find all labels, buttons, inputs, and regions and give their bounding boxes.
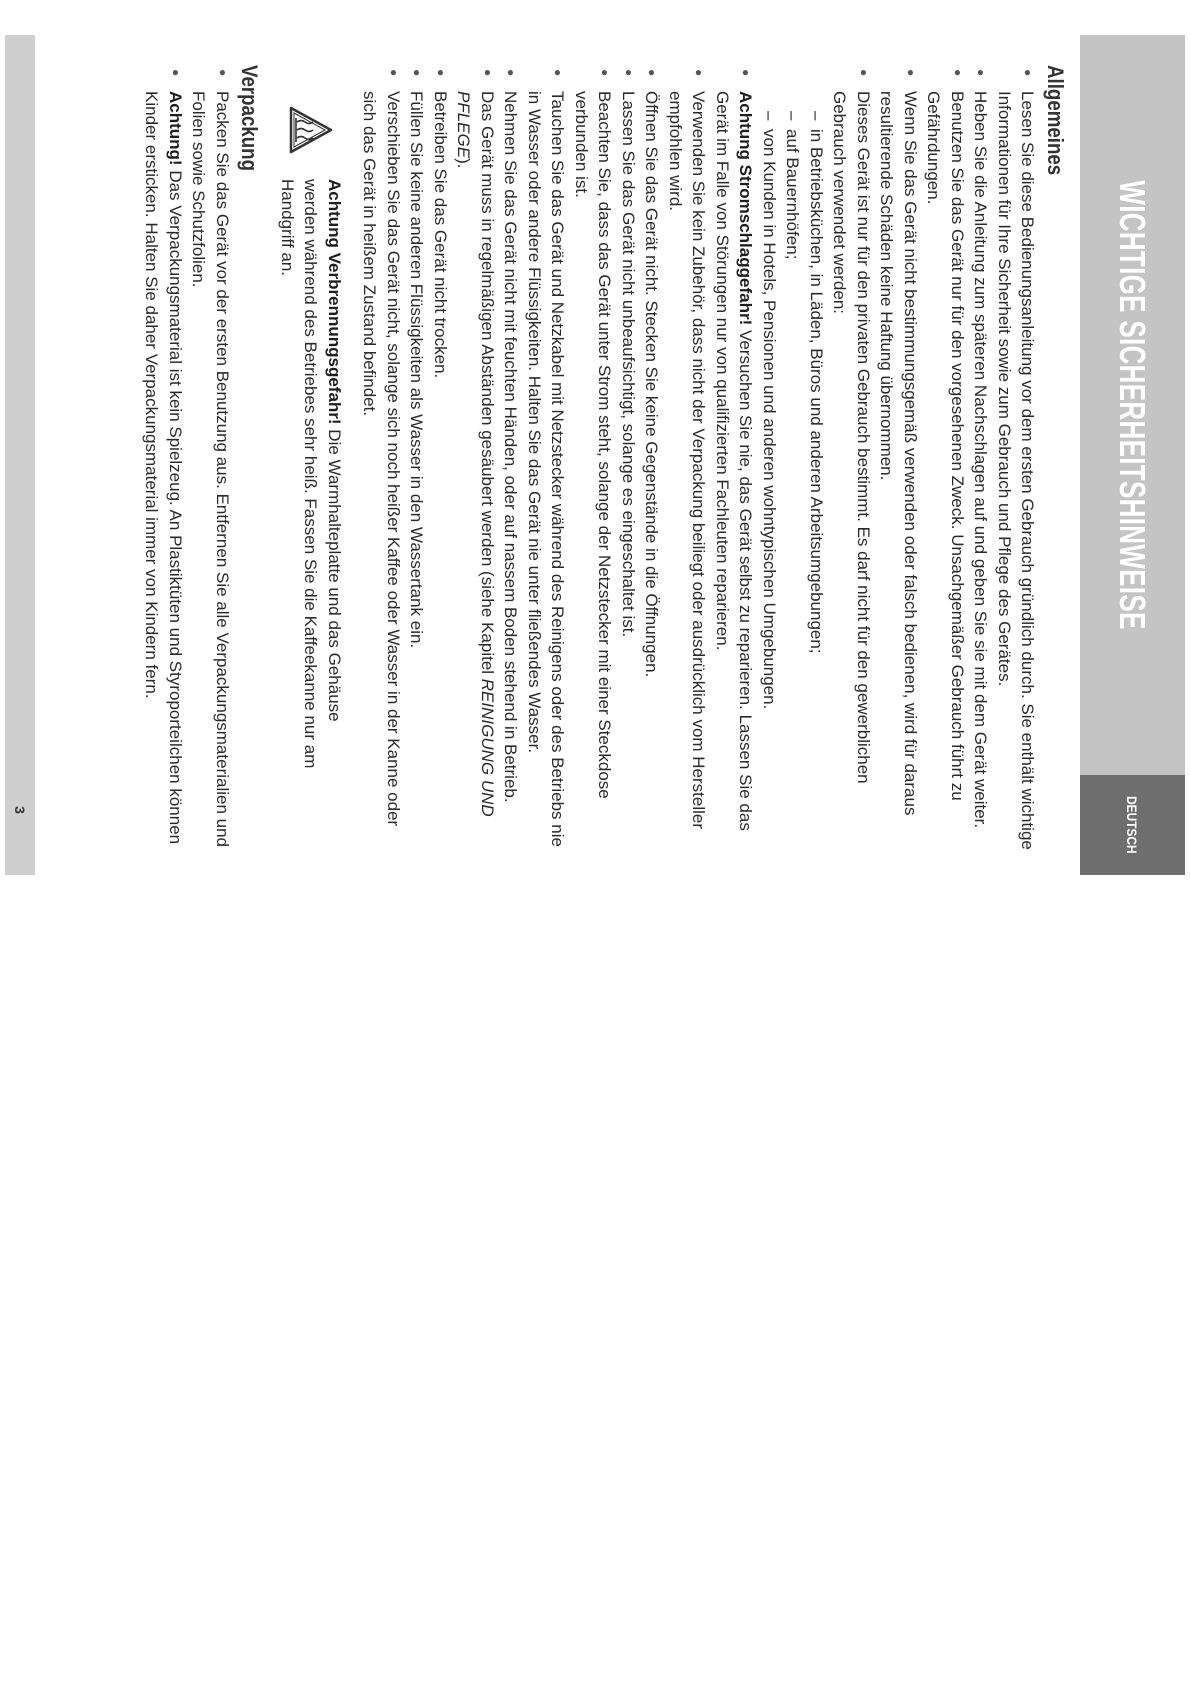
list-item (758, 65, 876, 855)
list-item: ● Benutzen Sie das Gerät nur für den vorgesehenen Zweck. Unsachgemäßer Gebrauch führt zu Gefährdungen. (922, 65, 969, 855)
pflege-end: ). (454, 158, 474, 169)
heading-allgemeines: Allgemeines (1043, 65, 1068, 176)
list-item: ● Betreiben Sie das Gerät nicht trocken. (429, 65, 453, 855)
chapter-reference: REINIGUNG UND PFLEGE (454, 91, 497, 817)
list-verpackung (140, 65, 234, 855)
list-item: ● Packen Sie das Gerät vor der ersten Benutzung aus. Entfernen Sie alle Verpackungsmaterialien und Folien sowie Schutzfolien. (187, 65, 234, 855)
warning-text: Versuchen Sie nie, das Gerät selbst zu reparieren. Lassen Sie das Gerät im Falle von Störungen nur von qualifizierten Fachleuten reparieren. (713, 91, 756, 831)
list-item: ● Lassen Sie das Gerät nicht unbeaufsichtigt, solange es eingeschaltet ist. (617, 65, 641, 855)
warning-body: Die Warmhalteplatte und das Gehäuse werden während des Betriebes sehr heiß. Fassen Sie die Kaffeekanne nur am Handgriff an. (278, 179, 344, 769)
list-item-text: Das Verpackungsmaterial ist kein Spielzeug. An Plastiktüten und Styroporteilchen können Kinder ersticken. Halten Sie daher Verpackungsmaterial immer von Kindern fern. (142, 91, 185, 845)
language-tab (1080, 775, 1185, 875)
list-allgemeines (358, 65, 1040, 855)
hot-surface-warning-icon (288, 105, 334, 155)
list-item: ● Tauchen Sie das Gerät und Netzkabel mit Netzstecker während des Reinigens oder des Betriebs nie in Wasser oder andere Flüssigkeiten. Halten Sie das Gerät nie unter fließendes Wasser. (523, 65, 570, 855)
warning-label: Achtung Verbrennungsgefahr! (325, 179, 344, 425)
list-item-stromschlag (711, 65, 758, 855)
list-item: ● Heben Sie die Anleitung zum späteren Nachschlagen auf und geben Sie sie mit dem Gerät weiter. (969, 65, 993, 855)
list-item: ● Füllen Sie keine anderen Flüssigkeiten als Wasser in den Wassertank ein. (405, 65, 429, 855)
pflege-text: Das Gerät muss in regelmäßigen Abständen gesäubert werden (siehe Kapitel (478, 91, 497, 679)
heading-verpackung: Verpackung (237, 65, 263, 172)
warning-label: Achtung! (166, 91, 185, 166)
list-item: ● Verwenden Sie kein Zubehör, dass nicht der Verpackung beiliegt oder ausdrücklich vom Hersteller empfohlen wird. (664, 65, 711, 855)
list-item-pflege (452, 65, 499, 855)
list-item: ● Öffnen Sie das Gerät nicht. Stecken Sie keine Gegenstände in die Öffnungen. (640, 65, 664, 855)
content (140, 65, 1067, 855)
title-band (1080, 35, 1185, 775)
sub-item: – von Kunden in Hotels, Pensionen und anderen wohntypischen Umgebungen. (758, 111, 782, 855)
list-item: ● Lesen Sie diese Bedienungsanleitung vor dem ersten Gebrauch gründlich durch. Sie enthält wichtige Informationen für Ihre Sicherheit sowie zum Gebrauch und Pflege des Gerätes. (993, 65, 1040, 855)
sub-item: – in Betriebsküchen, in Läden, Büros und anderen Arbeitsumgebungen; (805, 111, 829, 855)
page-title: WICHTIGE SICHERHEITSHINWEISE (1112, 180, 1154, 630)
sub-item: – auf Bauernhöfen; (781, 111, 805, 855)
list-item-text: Dieses Gerät ist nur für den privaten Gebrauch bestimmt. Es darf nicht für den gewerblichen Gebrauch verwendet werden: (830, 91, 873, 784)
list-item: ● Verschieben Sie das Gerät nicht, solange sich noch heißer Kaffee oder Wasser in der Kanne oder sich das Gerät in heißem Zustand befindet. (358, 65, 405, 855)
warning-label: Achtung Stromschlaggefahr! (736, 91, 756, 326)
list-item: ● Beachten Sie, dass das Gerät unter Strom steht, solange der Netzstecker mit einer Steckdose verbunden ist. (570, 65, 617, 855)
page-number: 3 (12, 806, 28, 814)
list-item: ● Nehmen Sie das Gerät nicht mit feuchten Händen, oder auf nassem Boden stehend in Betrieb. (499, 65, 523, 855)
rotated-scan (5, 35, 1185, 875)
footer-band (5, 35, 35, 875)
language-label: DEUTSCH (1124, 796, 1141, 854)
list-item: ● Wenn Sie das Gerät nicht bestimmungsgemäß verwenden oder falsch bedienen, wird für daraus resultierende Schäden keine Haftung übernommen. (875, 65, 922, 855)
burn-warning (276, 105, 347, 855)
sub-list (758, 91, 829, 855)
list-item (140, 65, 187, 855)
burn-warning-text (276, 179, 347, 779)
